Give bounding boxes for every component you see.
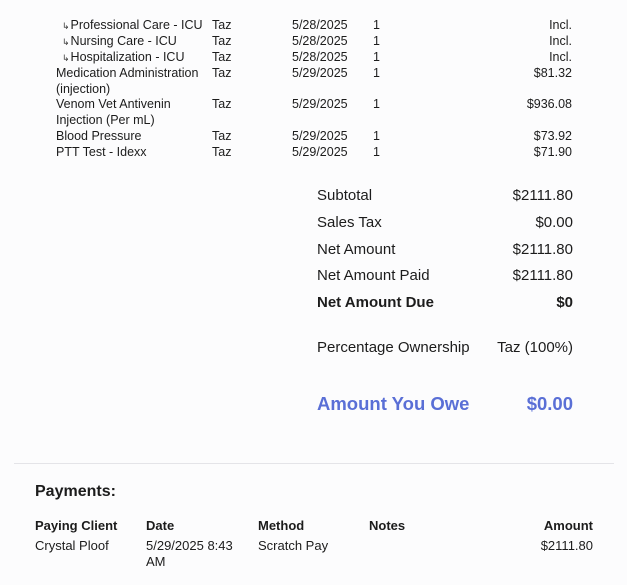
line-item-pet: Taz — [212, 34, 232, 48]
payment-method: Scratch Pay — [258, 538, 329, 553]
payments-header-method: Method — [258, 518, 305, 533]
line-item-pet: Taz — [212, 97, 232, 111]
line-item-date: 5/28/2025 — [292, 34, 348, 48]
line-item-pet: Taz — [212, 18, 232, 32]
payments-header-date: Date — [146, 518, 175, 533]
line-item-qty: 1 — [373, 18, 380, 32]
amount-you-owe-value: $0.00 — [526, 393, 573, 414]
line-item-description: Nursing Care - ICU — [70, 34, 177, 48]
line-item-amount: Incl. — [549, 18, 572, 32]
payment-client: Crystal Ploof — [35, 538, 109, 553]
line-item-description: PTT Test - Idexx — [56, 145, 147, 159]
payments-header-client: Paying Client — [35, 518, 118, 533]
ownership-value: Taz (100%) — [497, 339, 573, 356]
ownership-label: Percentage Ownership — [317, 339, 470, 356]
line-item-date: 5/29/2025 — [292, 66, 348, 80]
net-amount-value: $2111.80 — [512, 241, 573, 258]
section-divider — [14, 463, 614, 464]
line-item-pet: Taz — [212, 129, 232, 143]
sub-item-arrow-icon: ↳ — [62, 21, 70, 31]
line-item-qty: 1 — [373, 66, 380, 80]
line-item-description: Medication Administration (injection) — [56, 66, 199, 96]
payments-header-notes: Notes — [369, 518, 406, 533]
line-item-amount: $81.32 — [533, 66, 572, 80]
net-amount-label: Net Amount — [317, 241, 396, 258]
line-item-description: Blood Pressure — [56, 129, 142, 143]
sales-tax-label: Sales Tax — [317, 214, 382, 231]
line-item-description: Professional Care - ICU — [70, 18, 203, 32]
line-item-amount: Incl. — [549, 34, 572, 48]
payment-amount: $2111.80 — [540, 538, 593, 553]
subtotal-value: $2111.80 — [512, 187, 573, 204]
subtotal-label: Subtotal — [317, 187, 373, 204]
line-item-amount: Incl. — [549, 50, 572, 64]
sub-item-arrow-icon: ↳ — [62, 53, 70, 63]
line-item-date: 5/29/2025 — [292, 129, 348, 143]
net-amount-due-value: $0 — [556, 294, 573, 311]
line-item-pet: Taz — [212, 145, 232, 159]
net-amount-due-label: Net Amount Due — [317, 294, 434, 311]
amount-you-owe-label: Amount You Owe — [317, 393, 470, 414]
line-item-date: 5/29/2025 — [292, 145, 348, 159]
line-item-qty: 1 — [373, 145, 380, 159]
line-item-qty: 1 — [373, 50, 380, 64]
line-item-qty: 1 — [373, 97, 380, 111]
line-item-qty: 1 — [373, 129, 380, 143]
net-amount-paid-value: $2111.80 — [512, 267, 573, 284]
line-item-date: 5/28/2025 — [292, 18, 348, 32]
line-item-qty: 1 — [373, 34, 380, 48]
payment-date: 5/29/2025 8:43 AM — [146, 538, 233, 569]
line-item-description: Venom Vet Antivenin Injection (Per mL) — [56, 97, 171, 127]
line-item-amount: $936.08 — [526, 97, 572, 111]
sales-tax-value: $0.00 — [535, 214, 573, 231]
net-amount-paid-label: Net Amount Paid — [317, 267, 430, 284]
line-item-pet: Taz — [212, 50, 232, 64]
line-item-date: 5/29/2025 — [292, 97, 348, 111]
line-item-amount: $71.90 — [533, 145, 572, 159]
line-item-date: 5/28/2025 — [292, 50, 348, 64]
line-item-description: Hospitalization - ICU — [70, 50, 185, 64]
payments-title: Payments: — [35, 483, 116, 500]
line-item-pet: Taz — [212, 66, 232, 80]
payments-header-amount: Amount — [543, 518, 593, 533]
line-item-amount: $73.92 — [533, 129, 572, 143]
sub-item-arrow-icon: ↳ — [62, 37, 70, 47]
